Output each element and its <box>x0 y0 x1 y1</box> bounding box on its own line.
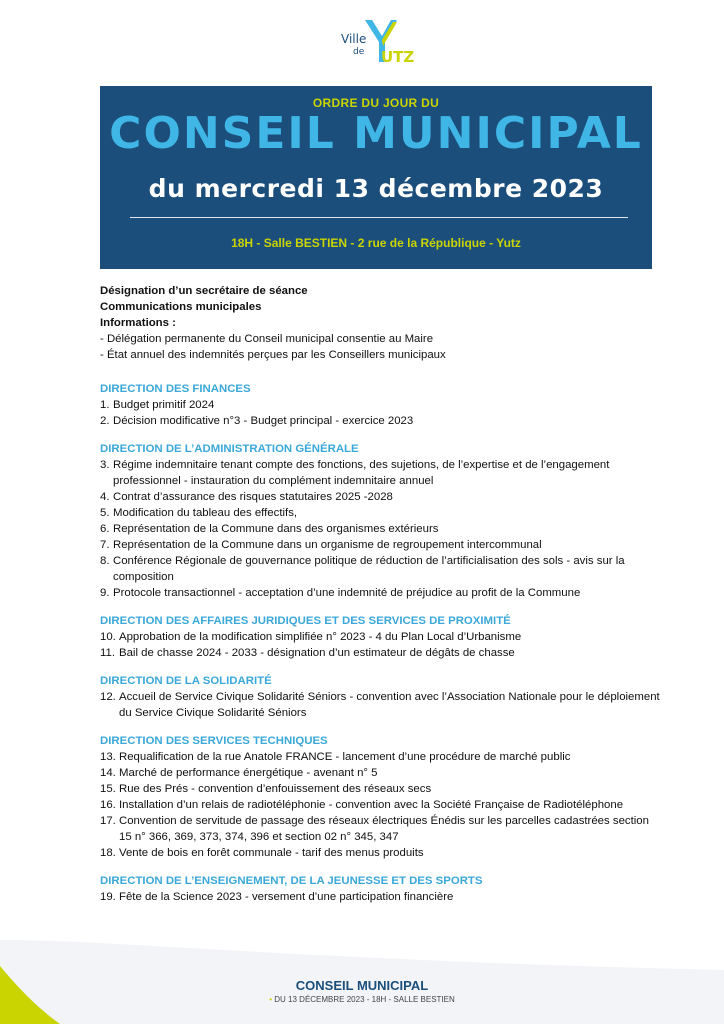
item-text: Contrat d’assurance des risques statutaires 2025 -2028 <box>113 491 393 503</box>
item-number: 1. <box>100 399 110 411</box>
footer-dot: • <box>269 995 273 1004</box>
item-number: 5. <box>100 507 110 519</box>
item-text: Décision modificative n°3 - Budget principal - exercice 2023 <box>113 415 414 427</box>
agenda-item <box>100 413 660 429</box>
agenda-item <box>100 521 660 537</box>
item-text: Requalification de la rue Anatole FRANCE - lancement d’une procédure de marché public <box>119 751 571 763</box>
agenda-item <box>100 645 660 661</box>
item-text: Représentation de la Commune dans un organisme de regroupement intercommunal <box>113 539 542 551</box>
footer-title: CONSEIL MUNICIPAL <box>295 978 429 993</box>
header-divider <box>130 217 628 218</box>
agenda-item <box>100 553 660 585</box>
intro-line: - État annuel des indemnités perçues par les Conseillers municipaux <box>100 349 446 361</box>
item-text: Bail de chasse 2024 - 2033 - désignation d’un estimateur de dégâts de chasse <box>119 647 515 659</box>
item-number: 12. <box>100 691 116 703</box>
agenda-item <box>100 781 660 797</box>
footer <box>0 978 724 1004</box>
section-title: DIRECTION DE L’ENSEIGNEMENT, DE LA JEUNESSE ET DES SPORTS <box>100 875 483 887</box>
ville-de-yutz-logo <box>337 18 421 68</box>
agenda-item <box>100 489 660 505</box>
agenda-item <box>100 749 660 765</box>
header-pretitle: ORDRE DU JOUR DU <box>312 96 440 110</box>
agenda-item <box>100 397 660 413</box>
item-text: Marché de performance énergétique - avenant n° 5 <box>119 767 378 779</box>
item-number: 19. <box>100 891 116 903</box>
agenda-item <box>100 629 660 645</box>
item-number: 6. <box>100 523 110 535</box>
intro-line: - Délégation permanente du Conseil municipal consentie au Maire <box>100 333 434 345</box>
intro-block <box>100 283 660 363</box>
item-text: Conférence Régionale de gouvernance politique de réduction de l’artificialisation des sols - avis sur la composition <box>113 555 625 583</box>
item-number: 16. <box>100 799 116 811</box>
section-services-techniques <box>100 733 660 861</box>
section-title: DIRECTION DE LA SOLIDARITÉ <box>100 675 272 687</box>
item-number: 2. <box>100 415 110 427</box>
footer-subtitle: DU 13 DÉCEMBRE 2023 - 18H - SALLE BESTIEN <box>274 995 455 1004</box>
item-number: 3. <box>100 459 110 471</box>
section-administration-generale <box>100 441 660 601</box>
item-number: 17. <box>100 815 116 827</box>
item-text: Budget primitif 2024 <box>113 399 215 411</box>
agenda-item <box>100 845 660 861</box>
logo-de-text: de <box>353 47 365 57</box>
section-title: DIRECTION DE L’ADMINISTRATION GÉNÉRALE <box>100 443 359 455</box>
meeting-place: 18H - Salle BESTIEN - 2 rue de la République - Yutz <box>231 236 521 250</box>
intro-line: Informations : <box>100 317 176 329</box>
intro-line: Communications municipales <box>100 301 262 313</box>
item-text: Représentation de la Commune dans des organismes extérieurs <box>113 523 439 535</box>
decorative-swoosh <box>0 900 724 1024</box>
intro-line: Désignation d’un secrétaire de séance <box>100 285 308 297</box>
item-text: Convention de servitude de passage des réseaux électriques Énédis sur les parcelles cadastrées section 15 n° 366, 369, 373, 374, 396 et section 02 n° 345, 347 <box>119 815 649 843</box>
page-title: CONSEIL MUNICIPAL <box>109 108 643 159</box>
agenda-item <box>100 505 660 521</box>
logo-utz-text: UTZ <box>381 48 415 66</box>
section-title: DIRECTION DES FINANCES <box>100 383 251 395</box>
logo-ville-text: Ville <box>341 32 367 46</box>
footer-subtitle-line <box>0 995 724 1004</box>
item-number: 7. <box>100 539 110 551</box>
item-number: 14. <box>100 767 116 779</box>
agenda-item <box>100 813 660 845</box>
agenda-item <box>100 585 660 601</box>
item-number: 10. <box>100 631 116 643</box>
item-text: Régime indemnitaire tenant compte des fonctions, des sujetions, de l’expertise et de l’engagement professionnel - instauration du complément indemnitaire annuel <box>113 459 610 487</box>
item-text: Protocole transactionnel - acceptation d’une indemnité de préjudice au profit de la Commune <box>113 587 581 599</box>
item-number: 15. <box>100 783 116 795</box>
section-solidarite <box>100 673 660 721</box>
item-text: Fête de la Science 2023 - versement d’une participation financière <box>119 891 454 903</box>
agenda-item <box>100 537 660 553</box>
item-number: 13. <box>100 751 116 763</box>
section-title: DIRECTION DES AFFAIRES JURIDIQUES ET DES SERVICES DE PROXIMITÉ <box>100 615 511 627</box>
agenda-item <box>100 689 660 721</box>
item-number: 8. <box>100 555 110 567</box>
section-finances <box>100 381 660 429</box>
item-text: Modification du tableau des effectifs, <box>113 507 298 519</box>
agenda-content <box>100 283 660 905</box>
item-text: Accueil de Service Civique Solidarité Séniors - convention avec l’Association Nationale pour le déploiement du Service Civique Solidarité Séniors <box>119 691 660 719</box>
section-affaires-juridiques <box>100 613 660 661</box>
item-number: 18. <box>100 847 116 859</box>
agenda-item <box>100 457 660 489</box>
agenda-item <box>100 765 660 781</box>
agenda-item <box>100 797 660 813</box>
item-text: Vente de bois en forêt communale - tarif des menus produits <box>119 847 424 859</box>
item-number: 11. <box>100 647 115 659</box>
header-banner <box>100 86 652 269</box>
item-number: 4. <box>100 491 110 503</box>
item-number: 9. <box>100 587 110 599</box>
section-title: DIRECTION DES SERVICES TECHNIQUES <box>100 735 328 747</box>
item-text: Rue des Prés - convention d’enfouissement des réseaux secs <box>119 783 432 795</box>
meeting-date: du mercredi 13 décembre 2023 <box>148 174 604 203</box>
item-text: Approbation de la modification simplifiée n° 2023 - 4 du Plan Local d’Urbanisme <box>119 631 522 643</box>
item-text: Installation d’un relais de radiotéléphonie - convention avec la Société Française de Radiotéléphone <box>119 799 624 811</box>
